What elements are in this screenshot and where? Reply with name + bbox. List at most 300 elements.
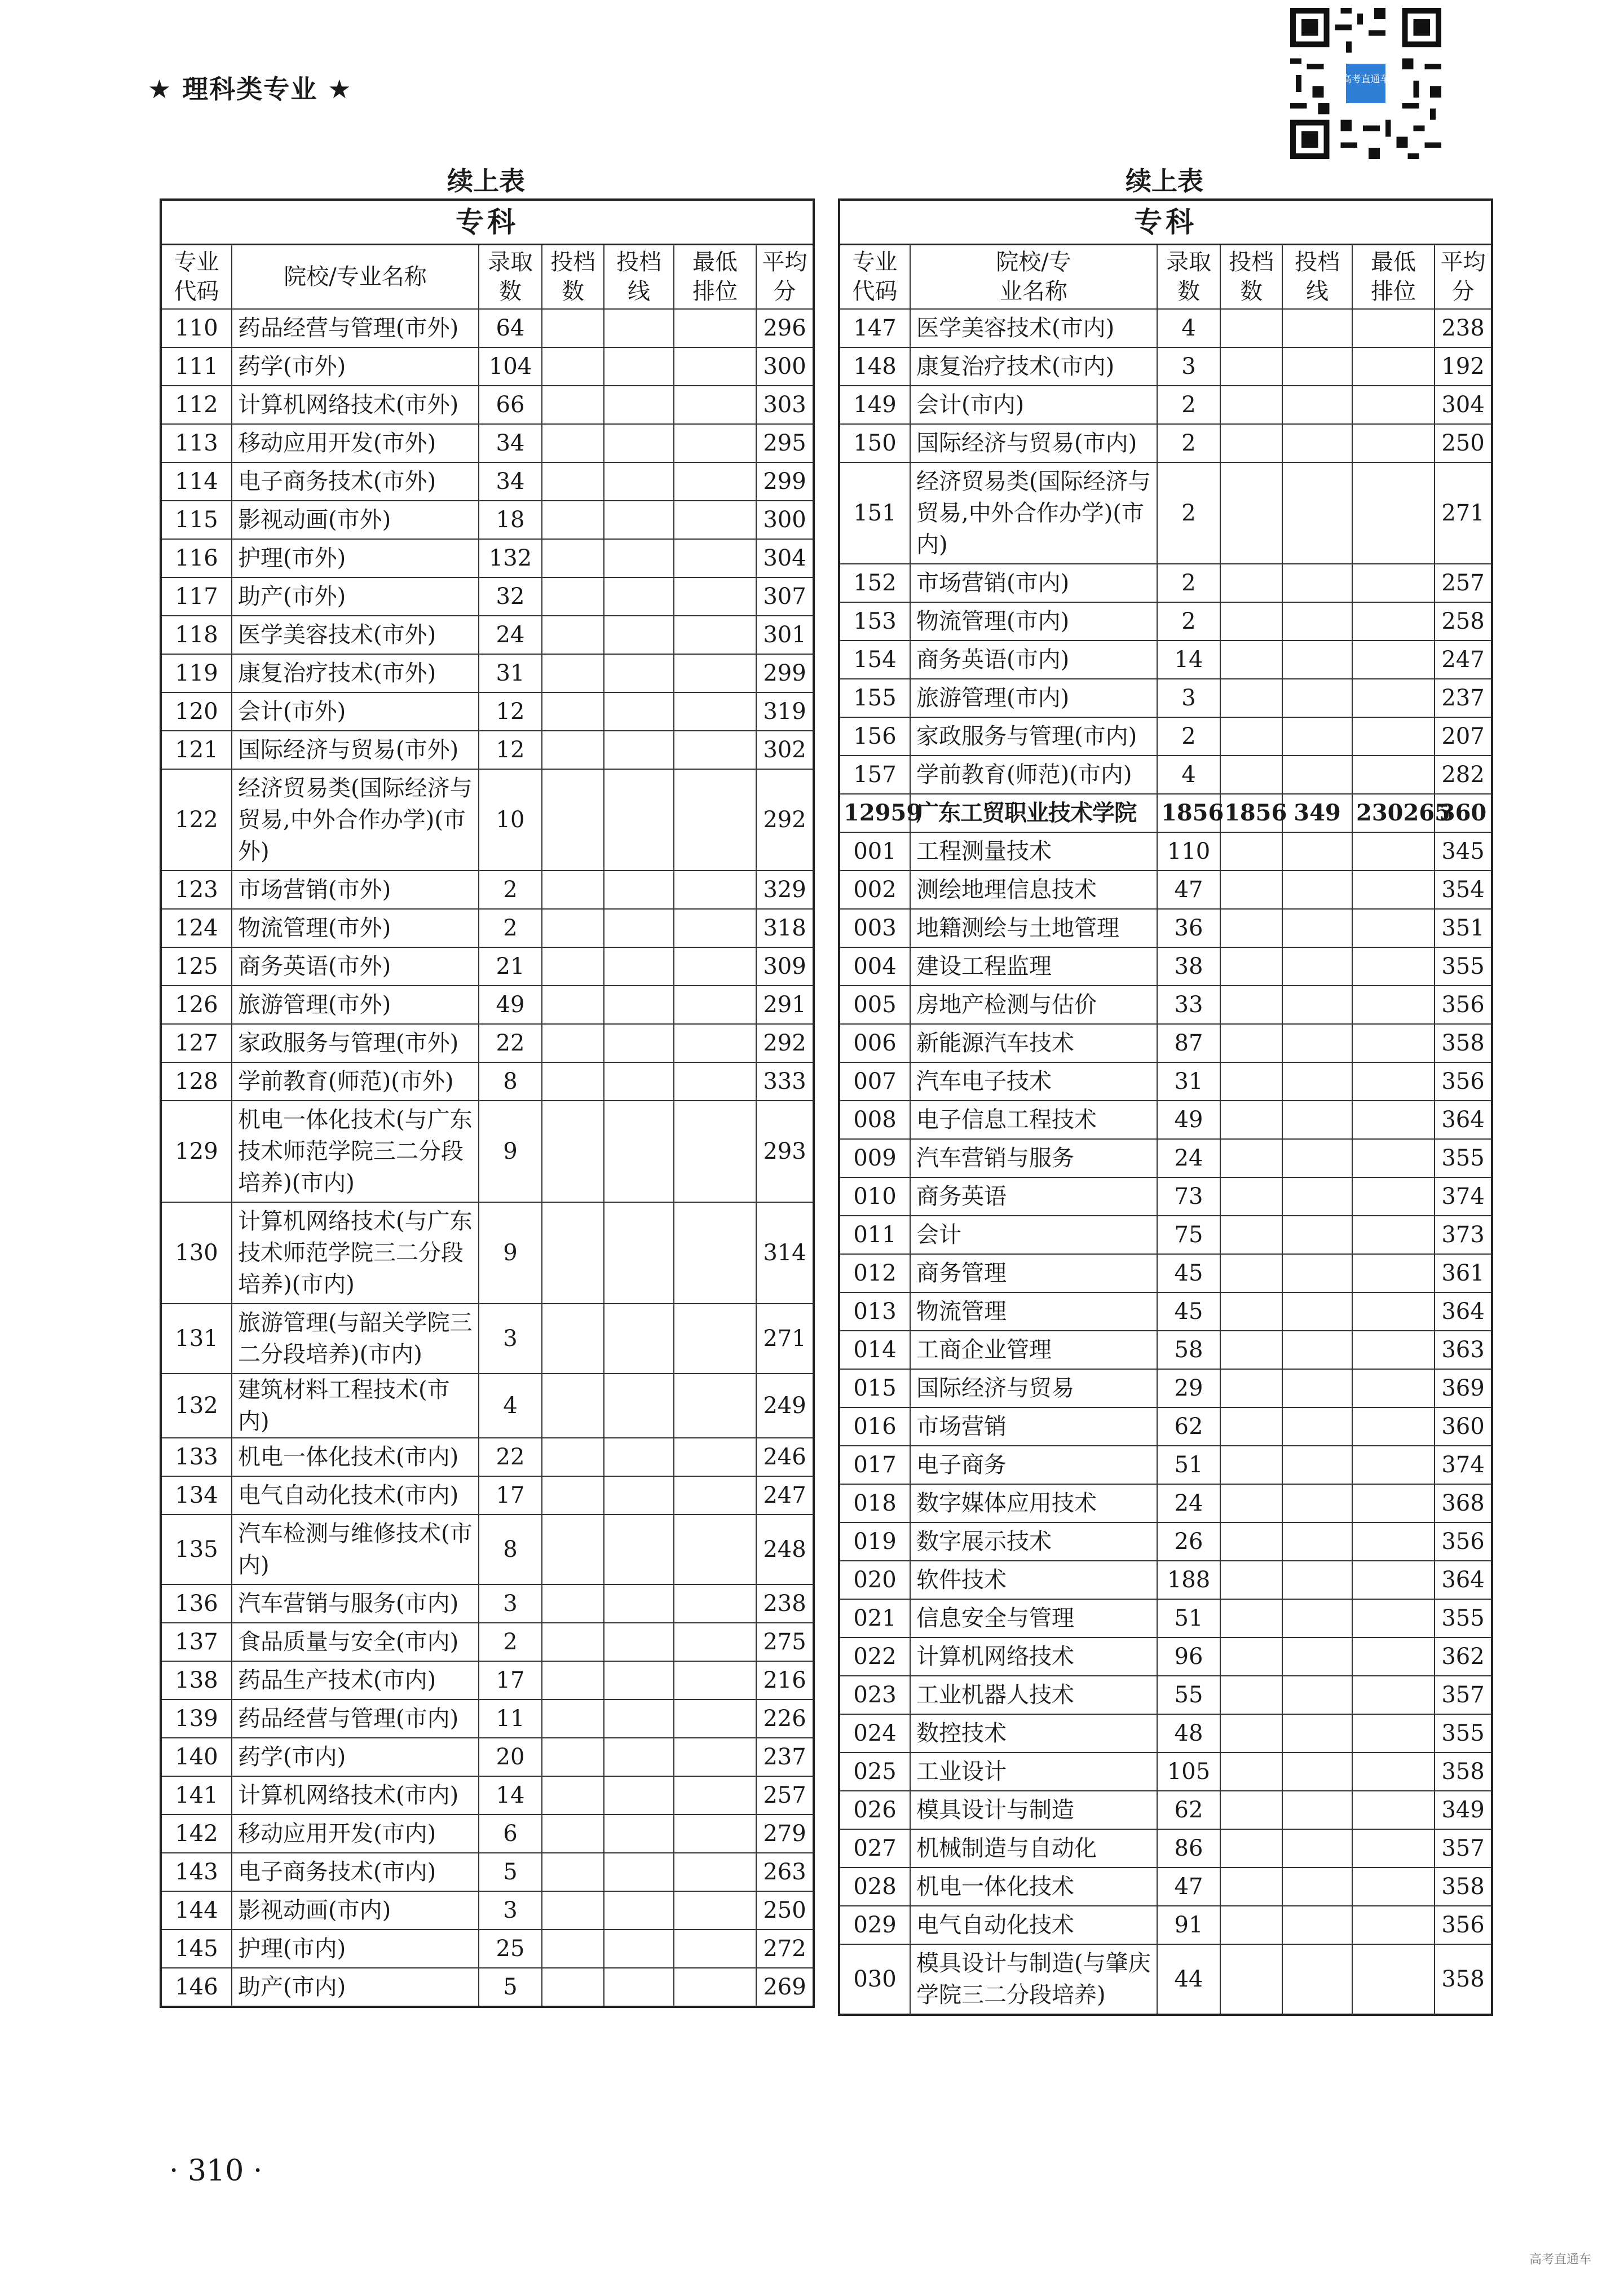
table-row bbox=[161, 462, 814, 501]
table-row bbox=[161, 1776, 814, 1815]
cutoff-score bbox=[1282, 641, 1352, 679]
cutoff-score bbox=[604, 947, 674, 986]
major-code: 015 bbox=[839, 1369, 910, 1407]
major-name: 物流管理 bbox=[910, 1292, 1157, 1331]
min-rank bbox=[674, 1776, 756, 1815]
avg-score: 303 bbox=[756, 386, 814, 424]
filed-count bbox=[542, 1853, 604, 1891]
major-name: 数字展示技术 bbox=[910, 1522, 1157, 1561]
filed-count bbox=[542, 1968, 604, 2007]
major-code: 148 bbox=[839, 347, 910, 386]
avg-score: 257 bbox=[756, 1776, 814, 1815]
admitted-count: 8 bbox=[479, 1062, 542, 1101]
filed-count bbox=[542, 1700, 604, 1738]
min-rank bbox=[674, 539, 756, 577]
admitted-count: 32 bbox=[479, 577, 542, 616]
cutoff-score bbox=[1282, 909, 1352, 947]
major-name: 测绘地理信息技术 bbox=[910, 871, 1157, 909]
major-code: 137 bbox=[161, 1623, 232, 1661]
table-row bbox=[161, 654, 814, 692]
cutoff-score bbox=[1282, 347, 1352, 386]
admitted-count: 4 bbox=[1157, 756, 1220, 794]
major-code: 117 bbox=[161, 577, 232, 616]
filed-count bbox=[1220, 909, 1282, 947]
brand-watermark: 高考直通车 bbox=[1529, 2253, 1592, 2267]
cutoff-score bbox=[1282, 1024, 1352, 1062]
min-rank bbox=[1352, 1829, 1435, 1868]
cutoff-score bbox=[1282, 1446, 1352, 1484]
filed-count bbox=[542, 909, 604, 947]
code-header: 专业 代码 bbox=[161, 245, 232, 310]
table-row bbox=[839, 1446, 1492, 1484]
cutoff-score bbox=[604, 909, 674, 947]
table-row bbox=[839, 1484, 1492, 1522]
major-name: 移动应用开发(市外) bbox=[232, 424, 479, 462]
filed-count bbox=[542, 1101, 604, 1202]
filed-header: 投档 数 bbox=[1220, 245, 1282, 310]
cutoff-score bbox=[604, 539, 674, 577]
min-rank bbox=[1352, 1561, 1435, 1599]
major-name: 市场营销 bbox=[910, 1407, 1157, 1446]
min-rank: 230265 bbox=[1352, 794, 1435, 832]
table-row bbox=[839, 1829, 1492, 1868]
avg-score: 364 bbox=[1435, 1101, 1492, 1139]
min-rank bbox=[1352, 832, 1435, 871]
filed-count bbox=[1220, 1024, 1282, 1062]
table-row bbox=[161, 424, 814, 462]
table-row bbox=[161, 769, 814, 871]
avg-score: 307 bbox=[756, 577, 814, 616]
major-code: 130 bbox=[161, 1202, 232, 1304]
avg-header: 平均 分 bbox=[1435, 245, 1492, 310]
major-code: 129 bbox=[161, 1101, 232, 1202]
major-code: 121 bbox=[161, 731, 232, 769]
avg-score: 364 bbox=[1435, 1292, 1492, 1331]
min-rank bbox=[674, 386, 756, 424]
min-rank bbox=[674, 1853, 756, 1891]
cutoff-score bbox=[604, 577, 674, 616]
continuation-caption: 续上表 bbox=[447, 166, 525, 196]
table-row bbox=[161, 616, 814, 654]
table-row bbox=[839, 1944, 1492, 2015]
min-rank bbox=[674, 654, 756, 692]
min-rank bbox=[674, 1062, 756, 1101]
major-name: 机电一体化技术(与广东技术师范学院三二分段培养)(市内) bbox=[232, 1101, 479, 1202]
code-header: 专业 代码 bbox=[839, 245, 910, 310]
min-rank-header: 最低 排位 bbox=[1352, 245, 1435, 310]
filed-count bbox=[1220, 1062, 1282, 1101]
major-name: 家政服务与管理(市外) bbox=[232, 1024, 479, 1062]
avg-score: 355 bbox=[1435, 947, 1492, 986]
major-name: 旅游管理(市内) bbox=[910, 679, 1157, 717]
filed-count bbox=[542, 947, 604, 986]
admitted-count: 45 bbox=[1157, 1292, 1220, 1331]
filed-count bbox=[1220, 1637, 1282, 1676]
avg-score: 345 bbox=[1435, 832, 1492, 871]
cutoff-score bbox=[604, 309, 674, 347]
table-row bbox=[839, 1292, 1492, 1331]
major-name: 工商企业管理 bbox=[910, 1331, 1157, 1369]
admitted-count: 96 bbox=[1157, 1637, 1220, 1676]
avg-score: 333 bbox=[756, 1062, 814, 1101]
filed-count bbox=[1220, 564, 1282, 602]
min-rank bbox=[1352, 1753, 1435, 1791]
cutoff-score bbox=[604, 1700, 674, 1738]
min-rank bbox=[1352, 1714, 1435, 1753]
admitted-count: 34 bbox=[479, 424, 542, 462]
admitted-count: 1856 bbox=[1157, 794, 1220, 832]
major-name: 软件技术 bbox=[910, 1561, 1157, 1599]
min-rank bbox=[674, 1374, 756, 1438]
cutoff-score bbox=[604, 347, 674, 386]
avg-score: 369 bbox=[1435, 1369, 1492, 1407]
table-row bbox=[839, 947, 1492, 986]
major-name: 地籍测绘与土地管理 bbox=[910, 909, 1157, 947]
avg-score: 360 bbox=[1435, 1407, 1492, 1446]
avg-score: 358 bbox=[1435, 1753, 1492, 1791]
admitted-count: 132 bbox=[479, 539, 542, 577]
avg-score: 250 bbox=[1435, 424, 1492, 462]
major-name: 旅游管理(与韶关学院三二分段培养)(市内) bbox=[232, 1304, 479, 1374]
major-code: 011 bbox=[839, 1216, 910, 1254]
admission-table-right bbox=[838, 198, 1493, 2016]
major-name: 商务英语(市内) bbox=[910, 641, 1157, 679]
major-name: 汽车营销与服务 bbox=[910, 1139, 1157, 1177]
major-code: 123 bbox=[161, 871, 232, 909]
table-row bbox=[839, 1714, 1492, 1753]
major-name: 数控技术 bbox=[910, 1714, 1157, 1753]
major-code: 143 bbox=[161, 1853, 232, 1891]
table-row bbox=[839, 602, 1492, 641]
table-row bbox=[839, 424, 1492, 462]
cutoff-score bbox=[604, 501, 674, 539]
avg-score: 354 bbox=[1435, 871, 1492, 909]
cutoff-score bbox=[604, 1891, 674, 1930]
major-name: 商务英语 bbox=[910, 1177, 1157, 1216]
table-row bbox=[161, 386, 814, 424]
section-header: 专科 bbox=[161, 200, 814, 245]
filed-count bbox=[1220, 986, 1282, 1024]
name-header: 院校/专 业名称 bbox=[910, 245, 1157, 310]
admission-table-left bbox=[160, 198, 815, 2008]
major-code: 134 bbox=[161, 1476, 232, 1515]
cutoff-score bbox=[1282, 832, 1352, 871]
major-code: 141 bbox=[161, 1776, 232, 1815]
avg-score: 364 bbox=[1435, 1561, 1492, 1599]
major-name: 药品生产技术(市内) bbox=[232, 1661, 479, 1700]
filed-count bbox=[542, 692, 604, 731]
major-code: 119 bbox=[161, 654, 232, 692]
min-rank bbox=[674, 1815, 756, 1853]
min-rank bbox=[1352, 1676, 1435, 1714]
admitted-count: 9 bbox=[479, 1101, 542, 1202]
major-name: 工业机器人技术 bbox=[910, 1676, 1157, 1714]
filed-count bbox=[542, 986, 604, 1024]
cutoff-score bbox=[604, 1101, 674, 1202]
admitted-count: 49 bbox=[1157, 1101, 1220, 1139]
major-name: 电气自动化技术(市内) bbox=[232, 1476, 479, 1515]
min-rank bbox=[1352, 1369, 1435, 1407]
min-rank bbox=[674, 501, 756, 539]
admitted-count: 104 bbox=[479, 347, 542, 386]
major-code: 013 bbox=[839, 1292, 910, 1331]
cutoff-score bbox=[1282, 986, 1352, 1024]
admitted-count: 4 bbox=[1157, 309, 1220, 347]
major-code: 114 bbox=[161, 462, 232, 501]
table-row bbox=[161, 347, 814, 386]
major-code: 009 bbox=[839, 1139, 910, 1177]
avg-header: 平均 分 bbox=[756, 245, 814, 310]
filed-count: 1856 bbox=[1220, 794, 1282, 832]
table-row bbox=[161, 1930, 814, 1968]
avg-score: 358 bbox=[1435, 1024, 1492, 1062]
major-code: 127 bbox=[161, 1024, 232, 1062]
filed-count bbox=[542, 577, 604, 616]
admitted-count: 48 bbox=[1157, 1714, 1220, 1753]
filed-count bbox=[1220, 1101, 1282, 1139]
major-name: 计算机网络技术(市外) bbox=[232, 386, 479, 424]
avg-score: 309 bbox=[756, 947, 814, 986]
table-row bbox=[161, 1304, 814, 1374]
major-name: 市场营销(市内) bbox=[910, 564, 1157, 602]
cutoff-score bbox=[1282, 602, 1352, 641]
filed-count bbox=[1220, 1791, 1282, 1829]
avg-score: 355 bbox=[1435, 1599, 1492, 1637]
table-row bbox=[839, 832, 1492, 871]
admitted-count: 11 bbox=[479, 1700, 542, 1738]
min-rank bbox=[1352, 1522, 1435, 1561]
avg-score: 374 bbox=[1435, 1446, 1492, 1484]
avg-score: 292 bbox=[756, 769, 814, 871]
major-code: 128 bbox=[161, 1062, 232, 1101]
cutoff-score bbox=[604, 1438, 674, 1476]
cutoff-score bbox=[1282, 1791, 1352, 1829]
cutoff-score bbox=[1282, 1139, 1352, 1177]
min-rank bbox=[1352, 1139, 1435, 1177]
filed-count bbox=[542, 1024, 604, 1062]
major-name: 护理(市内) bbox=[232, 1930, 479, 1968]
admitted-count: 5 bbox=[479, 1968, 542, 2007]
table-row bbox=[161, 501, 814, 539]
cutoff-score bbox=[1282, 717, 1352, 756]
major-name: 移动应用开发(市内) bbox=[232, 1815, 479, 1853]
cutoff-score bbox=[1282, 1177, 1352, 1216]
admitted-count: 47 bbox=[1157, 1868, 1220, 1906]
avg-score: 318 bbox=[756, 909, 814, 947]
major-name: 计算机网络技术 bbox=[910, 1637, 1157, 1676]
major-name: 电气自动化技术 bbox=[910, 1906, 1157, 1944]
min-rank bbox=[674, 1623, 756, 1661]
avg-score: 282 bbox=[1435, 756, 1492, 794]
admitted-count: 24 bbox=[1157, 1139, 1220, 1177]
table-row bbox=[839, 641, 1492, 679]
filed-count bbox=[1220, 602, 1282, 641]
avg-score: 300 bbox=[756, 501, 814, 539]
admitted-count: 14 bbox=[479, 1776, 542, 1815]
cutoff-score bbox=[604, 769, 674, 871]
table-row bbox=[161, 1623, 814, 1661]
admitted-count: 3 bbox=[479, 1304, 542, 1374]
admitted-count: 64 bbox=[479, 309, 542, 347]
filed-count bbox=[1220, 347, 1282, 386]
filed-count bbox=[1220, 717, 1282, 756]
filed-count bbox=[1220, 1714, 1282, 1753]
left-table-column bbox=[160, 164, 813, 2008]
major-name: 房地产检测与估价 bbox=[910, 986, 1157, 1024]
min-rank bbox=[674, 1304, 756, 1374]
admitted-count: 73 bbox=[1157, 1177, 1220, 1216]
major-name: 数字媒体应用技术 bbox=[910, 1484, 1157, 1522]
major-code: 140 bbox=[161, 1738, 232, 1776]
avg-score: 358 bbox=[1435, 1868, 1492, 1906]
cutoff-score bbox=[1282, 1101, 1352, 1139]
min-rank bbox=[1352, 1177, 1435, 1216]
avg-score: 356 bbox=[1435, 986, 1492, 1024]
cutoff-score bbox=[604, 1930, 674, 1968]
admitted-count: 9 bbox=[479, 1202, 542, 1304]
avg-score: 293 bbox=[756, 1101, 814, 1202]
min-rank bbox=[674, 1101, 756, 1202]
filed-count bbox=[542, 1661, 604, 1700]
major-name: 护理(市外) bbox=[232, 539, 479, 577]
cutoff-score bbox=[1282, 871, 1352, 909]
avg-score: 296 bbox=[756, 309, 814, 347]
min-rank bbox=[1352, 1331, 1435, 1369]
table-row bbox=[161, 1815, 814, 1853]
cutoff-score bbox=[604, 871, 674, 909]
cutoff-score bbox=[1282, 1599, 1352, 1637]
major-name: 助产(市内) bbox=[232, 1968, 479, 2007]
avg-score: 226 bbox=[756, 1700, 814, 1738]
min-rank bbox=[674, 462, 756, 501]
filed-count bbox=[542, 1738, 604, 1776]
table-row bbox=[839, 871, 1492, 909]
major-name: 会计(市内) bbox=[910, 386, 1157, 424]
cutoff-score bbox=[1282, 424, 1352, 462]
major-name: 汽车检测与维修技术(市内) bbox=[232, 1515, 479, 1584]
avg-score: 356 bbox=[1435, 1062, 1492, 1101]
cutoff-score bbox=[1282, 1753, 1352, 1791]
admitted-count: 75 bbox=[1157, 1216, 1220, 1254]
major-code: 021 bbox=[839, 1599, 910, 1637]
table-row bbox=[161, 1738, 814, 1776]
min-rank bbox=[1352, 986, 1435, 1024]
admitted-count: 3 bbox=[479, 1891, 542, 1930]
admitted-count: 20 bbox=[479, 1738, 542, 1776]
cutoff-score bbox=[1282, 1906, 1352, 1944]
cutoff-score bbox=[1282, 947, 1352, 986]
filed-count bbox=[1220, 832, 1282, 871]
avg-score: 299 bbox=[756, 654, 814, 692]
right-table-column bbox=[838, 164, 1491, 2016]
major-name: 会计 bbox=[910, 1216, 1157, 1254]
table-row bbox=[161, 1584, 814, 1623]
qr-badge-text: 高考直通车 bbox=[1341, 73, 1390, 85]
admitted-count: 110 bbox=[1157, 832, 1220, 871]
cutoff-score bbox=[1282, 1944, 1352, 2015]
table-row bbox=[839, 1637, 1492, 1676]
avg-score: 304 bbox=[1435, 386, 1492, 424]
min-rank bbox=[674, 1584, 756, 1623]
major-code: 135 bbox=[161, 1515, 232, 1584]
avg-score: 246 bbox=[756, 1438, 814, 1476]
min-rank bbox=[1352, 641, 1435, 679]
major-code: 012 bbox=[839, 1254, 910, 1292]
major-name: 康复治疗技术(市内) bbox=[910, 347, 1157, 386]
table-row bbox=[839, 756, 1492, 794]
cutoff-score bbox=[604, 1968, 674, 2007]
avg-score: 357 bbox=[1435, 1829, 1492, 1868]
avg-score: 263 bbox=[756, 1853, 814, 1891]
cutoff-score bbox=[604, 1853, 674, 1891]
cutoff-score bbox=[1282, 1868, 1352, 1906]
table-row bbox=[839, 909, 1492, 947]
major-name: 经济贸易类(国际经济与贸易,中外合作办学)(市内) bbox=[910, 462, 1157, 564]
table-row bbox=[161, 309, 814, 347]
major-name: 家政服务与管理(市内) bbox=[910, 717, 1157, 756]
filed-count bbox=[542, 1815, 604, 1853]
cutoff-score bbox=[604, 1374, 674, 1438]
major-code: 018 bbox=[839, 1484, 910, 1522]
major-code: 149 bbox=[839, 386, 910, 424]
min-rank bbox=[674, 692, 756, 731]
cutoff-score bbox=[1282, 386, 1352, 424]
min-rank bbox=[674, 1202, 756, 1304]
avg-score: 355 bbox=[1435, 1714, 1492, 1753]
major-code: 142 bbox=[161, 1815, 232, 1853]
filed-count bbox=[542, 871, 604, 909]
major-name: 建设工程监理 bbox=[910, 947, 1157, 986]
admitted-count: 51 bbox=[1157, 1446, 1220, 1484]
filed-count bbox=[1220, 1292, 1282, 1331]
major-code: 153 bbox=[839, 602, 910, 641]
major-name: 机电一体化技术(市内) bbox=[232, 1438, 479, 1476]
table-row bbox=[839, 1024, 1492, 1062]
min-rank bbox=[1352, 1484, 1435, 1522]
cutoff-score bbox=[1282, 309, 1352, 347]
min-rank bbox=[674, 1700, 756, 1738]
admitted-count: 105 bbox=[1157, 1753, 1220, 1791]
filed-count bbox=[1220, 1944, 1282, 2015]
page-header-title: ★ 理科类专业 ★ bbox=[148, 74, 352, 104]
major-code: 133 bbox=[161, 1438, 232, 1476]
major-code: 020 bbox=[839, 1561, 910, 1599]
avg-score: 362 bbox=[1435, 1637, 1492, 1676]
avg-score: 357 bbox=[1435, 1676, 1492, 1714]
admitted-count: 18 bbox=[479, 501, 542, 539]
admitted-count: 24 bbox=[1157, 1484, 1220, 1522]
major-name: 物流管理(市外) bbox=[232, 909, 479, 947]
cutoff-score bbox=[604, 986, 674, 1024]
min-rank bbox=[674, 424, 756, 462]
filed-count bbox=[542, 1304, 604, 1374]
min-rank bbox=[674, 347, 756, 386]
avg-score: 238 bbox=[756, 1584, 814, 1623]
avg-score: 373 bbox=[1435, 1216, 1492, 1254]
min-rank bbox=[1352, 1101, 1435, 1139]
cutoff-score bbox=[604, 424, 674, 462]
major-code: 024 bbox=[839, 1714, 910, 1753]
cutoff-score bbox=[1282, 756, 1352, 794]
page-number: · 310 · bbox=[169, 2154, 263, 2188]
section-header: 专科 bbox=[839, 200, 1492, 245]
filed-count bbox=[1220, 1561, 1282, 1599]
min-rank bbox=[674, 1515, 756, 1584]
table-row bbox=[839, 1753, 1492, 1791]
major-code: 017 bbox=[839, 1446, 910, 1484]
major-name: 机械制造与自动化 bbox=[910, 1829, 1157, 1868]
cutoff-score bbox=[1282, 1484, 1352, 1522]
